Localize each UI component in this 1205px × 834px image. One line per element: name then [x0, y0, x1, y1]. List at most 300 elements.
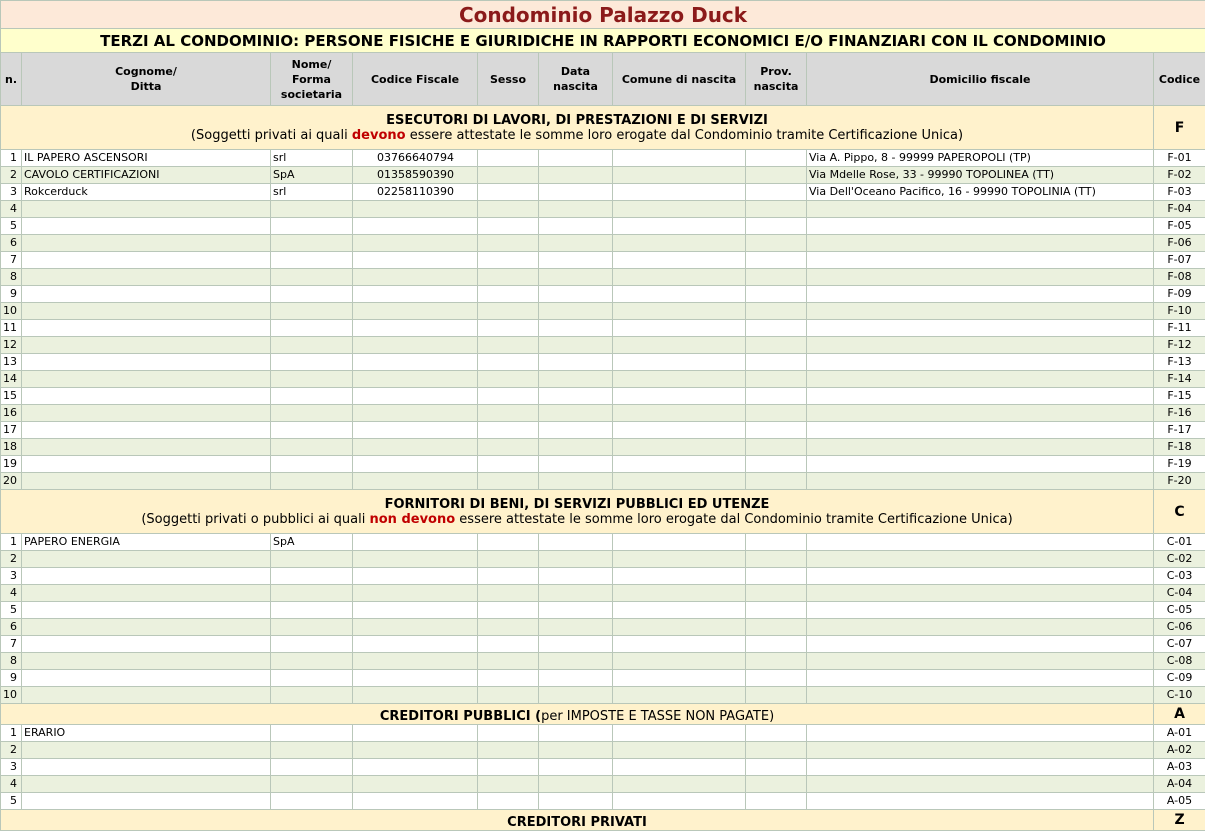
- cell-comune[interactable]: [613, 388, 746, 405]
- cell-data[interactable]: [539, 167, 613, 184]
- cell-cognome[interactable]: [22, 439, 271, 456]
- section-z-code[interactable]: Z: [1154, 810, 1205, 831]
- cell-prov[interactable]: [746, 687, 807, 704]
- cell-prov[interactable]: [746, 456, 807, 473]
- cell-sesso[interactable]: [478, 534, 539, 551]
- cell-cognome[interactable]: CAVOLO CERTIFICAZIONI: [22, 167, 271, 184]
- cell-codice[interactable]: C-10: [1154, 687, 1205, 704]
- cell-n[interactable]: 9: [1, 286, 22, 303]
- cell-prov[interactable]: [746, 167, 807, 184]
- cell-nome[interactable]: [271, 602, 353, 619]
- cell-codice[interactable]: C-06: [1154, 619, 1205, 636]
- cell-domicilio[interactable]: [807, 201, 1154, 218]
- cell-n[interactable]: 4: [1, 776, 22, 793]
- cell-cognome[interactable]: [22, 473, 271, 490]
- cell-n[interactable]: 20: [1, 473, 22, 490]
- cell-nome[interactable]: [271, 687, 353, 704]
- cell-data[interactable]: [539, 759, 613, 776]
- cell-domicilio[interactable]: [807, 793, 1154, 810]
- section-f-code[interactable]: F: [1154, 106, 1205, 150]
- cell-sesso[interactable]: [478, 636, 539, 653]
- section-c-title-cell[interactable]: [1, 490, 1154, 534]
- cell-comune[interactable]: [613, 167, 746, 184]
- section-f-title-cell[interactable]: [1, 106, 1154, 150]
- cell-cf[interactable]: [353, 653, 478, 670]
- cell-data[interactable]: [539, 422, 613, 439]
- cell-prov[interactable]: [746, 371, 807, 388]
- cell-sesso[interactable]: [478, 725, 539, 742]
- cell-data[interactable]: [539, 269, 613, 286]
- cell-domicilio[interactable]: Via Mdelle Rose, 33 - 99990 TOPOLINEA (TT): [807, 167, 1154, 184]
- cell-nome[interactable]: [271, 269, 353, 286]
- cell-prov[interactable]: [746, 551, 807, 568]
- cell-nome[interactable]: [271, 653, 353, 670]
- cell-nome[interactable]: [271, 371, 353, 388]
- cell-n[interactable]: 4: [1, 201, 22, 218]
- cell-codice[interactable]: C-04: [1154, 585, 1205, 602]
- cell-codice[interactable]: F-18: [1154, 439, 1205, 456]
- cell-domicilio[interactable]: [807, 619, 1154, 636]
- cell-nome[interactable]: [271, 473, 353, 490]
- cell-cf[interactable]: [353, 388, 478, 405]
- col-header-data-nascita[interactable]: Data nascita: [539, 53, 613, 106]
- cell-prov[interactable]: [746, 636, 807, 653]
- cell-cognome[interactable]: [22, 235, 271, 252]
- cell-cognome[interactable]: [22, 793, 271, 810]
- cell-codice[interactable]: F-09: [1154, 286, 1205, 303]
- cell-n[interactable]: 16: [1, 405, 22, 422]
- cell-comune[interactable]: [613, 687, 746, 704]
- cell-domicilio[interactable]: [807, 422, 1154, 439]
- cell-cognome[interactable]: [22, 354, 271, 371]
- cell-n[interactable]: 4: [1, 585, 22, 602]
- cell-sesso[interactable]: [478, 405, 539, 422]
- cell-n[interactable]: 6: [1, 619, 22, 636]
- cell-cognome[interactable]: [22, 636, 271, 653]
- cell-sesso[interactable]: [478, 167, 539, 184]
- cell-domicilio[interactable]: [807, 235, 1154, 252]
- cell-comune[interactable]: [613, 568, 746, 585]
- cell-nome[interactable]: [271, 320, 353, 337]
- cell-cognome[interactable]: [22, 337, 271, 354]
- cell-cognome[interactable]: [22, 388, 271, 405]
- cell-cf[interactable]: [353, 303, 478, 320]
- cell-codice[interactable]: F-02: [1154, 167, 1205, 184]
- cell-n[interactable]: 9: [1, 670, 22, 687]
- cell-data[interactable]: [539, 636, 613, 653]
- cell-cf[interactable]: [353, 636, 478, 653]
- cell-sesso[interactable]: [478, 742, 539, 759]
- cell-sesso[interactable]: [478, 286, 539, 303]
- cell-cf[interactable]: [353, 286, 478, 303]
- cell-data[interactable]: [539, 473, 613, 490]
- cell-codice[interactable]: A-02: [1154, 742, 1205, 759]
- cell-comune[interactable]: [613, 725, 746, 742]
- cell-cognome[interactable]: [22, 742, 271, 759]
- cell-n[interactable]: 19: [1, 456, 22, 473]
- cell-cognome[interactable]: [22, 286, 271, 303]
- cell-data[interactable]: [539, 320, 613, 337]
- cell-sesso[interactable]: [478, 670, 539, 687]
- cell-cf[interactable]: [353, 337, 478, 354]
- section-a-code[interactable]: A: [1154, 704, 1205, 725]
- cell-n[interactable]: 12: [1, 337, 22, 354]
- cell-n[interactable]: 7: [1, 636, 22, 653]
- cell-sesso[interactable]: [478, 793, 539, 810]
- cell-prov[interactable]: [746, 725, 807, 742]
- cell-data[interactable]: [539, 388, 613, 405]
- cell-cognome[interactable]: [22, 456, 271, 473]
- cell-domicilio[interactable]: [807, 568, 1154, 585]
- col-header-sesso[interactable]: Sesso: [478, 53, 539, 106]
- cell-n[interactable]: 15: [1, 388, 22, 405]
- col-header-cognome[interactable]: Cognome/ Ditta: [22, 53, 271, 106]
- cell-nome[interactable]: [271, 286, 353, 303]
- cell-cognome[interactable]: [22, 776, 271, 793]
- cell-sesso[interactable]: [478, 551, 539, 568]
- cell-domicilio[interactable]: [807, 371, 1154, 388]
- cell-cf[interactable]: [353, 405, 478, 422]
- cell-prov[interactable]: [746, 218, 807, 235]
- cell-nome[interactable]: [271, 551, 353, 568]
- cell-comune[interactable]: [613, 636, 746, 653]
- cell-cf[interactable]: [353, 201, 478, 218]
- cell-data[interactable]: [539, 793, 613, 810]
- cell-comune[interactable]: [613, 201, 746, 218]
- section-z-title-cell[interactable]: [1, 810, 1154, 831]
- cell-data[interactable]: [539, 456, 613, 473]
- cell-domicilio[interactable]: [807, 269, 1154, 286]
- cell-codice[interactable]: F-01: [1154, 150, 1205, 167]
- cell-domicilio[interactable]: [807, 405, 1154, 422]
- cell-prov[interactable]: [746, 269, 807, 286]
- col-header-nome[interactable]: Nome/ Forma societaria: [271, 53, 353, 106]
- cell-sesso[interactable]: [478, 653, 539, 670]
- cell-comune[interactable]: [613, 439, 746, 456]
- cell-comune[interactable]: [613, 585, 746, 602]
- cell-nome[interactable]: [271, 405, 353, 422]
- cell-nome[interactable]: [271, 568, 353, 585]
- cell-cognome[interactable]: [22, 653, 271, 670]
- cell-nome[interactable]: [271, 337, 353, 354]
- cell-n[interactable]: 14: [1, 371, 22, 388]
- cell-codice[interactable]: A-01: [1154, 725, 1205, 742]
- cell-nome[interactable]: [271, 619, 353, 636]
- cell-sesso[interactable]: [478, 201, 539, 218]
- cell-cognome[interactable]: [22, 619, 271, 636]
- cell-cf[interactable]: [353, 670, 478, 687]
- cell-data[interactable]: [539, 776, 613, 793]
- cell-domicilio[interactable]: [807, 320, 1154, 337]
- cell-n[interactable]: 10: [1, 687, 22, 704]
- cell-sesso[interactable]: [478, 388, 539, 405]
- cell-n[interactable]: 7: [1, 252, 22, 269]
- col-header-codice[interactable]: Codice: [1154, 53, 1205, 106]
- cell-cognome[interactable]: [22, 269, 271, 286]
- cell-nome[interactable]: [271, 759, 353, 776]
- cell-data[interactable]: [539, 551, 613, 568]
- cell-codice[interactable]: F-15: [1154, 388, 1205, 405]
- cell-comune[interactable]: [613, 218, 746, 235]
- section-c-code[interactable]: C: [1154, 490, 1205, 534]
- cell-codice[interactable]: A-04: [1154, 776, 1205, 793]
- cell-data[interactable]: [539, 150, 613, 167]
- cell-nome[interactable]: [271, 776, 353, 793]
- cell-domicilio[interactable]: [807, 439, 1154, 456]
- cell-cf[interactable]: [353, 534, 478, 551]
- cell-cf[interactable]: 01358590390: [353, 167, 478, 184]
- cell-cf[interactable]: [353, 269, 478, 286]
- cell-data[interactable]: [539, 619, 613, 636]
- cell-codice[interactable]: F-08: [1154, 269, 1205, 286]
- cell-domicilio[interactable]: [807, 551, 1154, 568]
- cell-cf[interactable]: [353, 456, 478, 473]
- cell-sesso[interactable]: [478, 150, 539, 167]
- cell-data[interactable]: [539, 252, 613, 269]
- cell-prov[interactable]: [746, 670, 807, 687]
- cell-prov[interactable]: [746, 776, 807, 793]
- cell-nome[interactable]: srl: [271, 184, 353, 201]
- cell-domicilio[interactable]: [807, 687, 1154, 704]
- cell-prov[interactable]: [746, 585, 807, 602]
- cell-data[interactable]: [539, 286, 613, 303]
- cell-sesso[interactable]: [478, 759, 539, 776]
- cell-domicilio[interactable]: Via Dell'Oceano Pacifico, 16 - 99990 TOPOLINIA (TT): [807, 184, 1154, 201]
- cell-prov[interactable]: [746, 150, 807, 167]
- cell-sesso[interactable]: [478, 456, 539, 473]
- cell-sesso[interactable]: [478, 687, 539, 704]
- cell-prov[interactable]: [746, 439, 807, 456]
- cell-n[interactable]: 17: [1, 422, 22, 439]
- cell-comune[interactable]: [613, 742, 746, 759]
- cell-codice[interactable]: F-07: [1154, 252, 1205, 269]
- cell-codice[interactable]: C-03: [1154, 568, 1205, 585]
- cell-prov[interactable]: [746, 534, 807, 551]
- cell-cognome[interactable]: [22, 585, 271, 602]
- cell-cf[interactable]: [353, 235, 478, 252]
- cell-comune[interactable]: [613, 602, 746, 619]
- cell-data[interactable]: [539, 235, 613, 252]
- cell-comune[interactable]: [613, 235, 746, 252]
- cell-data[interactable]: [539, 303, 613, 320]
- cell-comune[interactable]: [613, 320, 746, 337]
- cell-cognome[interactable]: IL PAPERO ASCENSORI: [22, 150, 271, 167]
- cell-comune[interactable]: [613, 184, 746, 201]
- cell-n[interactable]: 1: [1, 150, 22, 167]
- cell-prov[interactable]: [746, 568, 807, 585]
- cell-prov[interactable]: [746, 653, 807, 670]
- cell-sesso[interactable]: [478, 337, 539, 354]
- cell-sesso[interactable]: [478, 354, 539, 371]
- cell-cf[interactable]: [353, 320, 478, 337]
- cell-n[interactable]: 5: [1, 602, 22, 619]
- cell-n[interactable]: 5: [1, 218, 22, 235]
- cell-codice[interactable]: F-10: [1154, 303, 1205, 320]
- cell-cf[interactable]: [353, 252, 478, 269]
- cell-n[interactable]: 8: [1, 269, 22, 286]
- cell-cognome[interactable]: [22, 670, 271, 687]
- cell-prov[interactable]: [746, 619, 807, 636]
- cell-sesso[interactable]: [478, 422, 539, 439]
- cell-prov[interactable]: [746, 742, 807, 759]
- cell-prov[interactable]: [746, 602, 807, 619]
- cell-codice[interactable]: F-12: [1154, 337, 1205, 354]
- cell-domicilio[interactable]: [807, 653, 1154, 670]
- cell-nome[interactable]: [271, 793, 353, 810]
- cell-codice[interactable]: F-14: [1154, 371, 1205, 388]
- cell-domicilio[interactable]: [807, 742, 1154, 759]
- cell-domicilio[interactable]: [807, 388, 1154, 405]
- cell-codice[interactable]: F-17: [1154, 422, 1205, 439]
- cell-codice[interactable]: A-05: [1154, 793, 1205, 810]
- cell-domicilio[interactable]: [807, 585, 1154, 602]
- cell-domicilio[interactable]: [807, 303, 1154, 320]
- cell-data[interactable]: [539, 371, 613, 388]
- cell-domicilio[interactable]: [807, 354, 1154, 371]
- cell-codice[interactable]: F-19: [1154, 456, 1205, 473]
- cell-n[interactable]: 11: [1, 320, 22, 337]
- cell-domicilio[interactable]: [807, 759, 1154, 776]
- cell-cf[interactable]: [353, 725, 478, 742]
- cell-cognome[interactable]: [22, 759, 271, 776]
- cell-cf[interactable]: 03766640794: [353, 150, 478, 167]
- cell-cognome[interactable]: PAPERO ENERGIA: [22, 534, 271, 551]
- cell-comune[interactable]: [613, 337, 746, 354]
- cell-nome[interactable]: [271, 388, 353, 405]
- cell-sesso[interactable]: [478, 602, 539, 619]
- cell-cf[interactable]: [353, 439, 478, 456]
- cell-codice[interactable]: F-05: [1154, 218, 1205, 235]
- cell-cognome[interactable]: ERARIO: [22, 725, 271, 742]
- cell-cf[interactable]: [353, 422, 478, 439]
- cell-cf[interactable]: [353, 793, 478, 810]
- cell-cf[interactable]: [353, 473, 478, 490]
- cell-data[interactable]: [539, 337, 613, 354]
- cell-cf[interactable]: [353, 585, 478, 602]
- cell-codice[interactable]: F-11: [1154, 320, 1205, 337]
- cell-cf[interactable]: [353, 619, 478, 636]
- cell-data[interactable]: [539, 218, 613, 235]
- cell-comune[interactable]: [613, 670, 746, 687]
- cell-data[interactable]: [539, 405, 613, 422]
- cell-prov[interactable]: [746, 235, 807, 252]
- cell-data[interactable]: [539, 742, 613, 759]
- cell-nome[interactable]: [271, 354, 353, 371]
- cell-comune[interactable]: [613, 303, 746, 320]
- cell-codice[interactable]: C-09: [1154, 670, 1205, 687]
- cell-comune[interactable]: [613, 371, 746, 388]
- cell-codice[interactable]: C-08: [1154, 653, 1205, 670]
- cell-cf[interactable]: [353, 218, 478, 235]
- cell-domicilio[interactable]: [807, 218, 1154, 235]
- cell-nome[interactable]: srl: [271, 150, 353, 167]
- cell-comune[interactable]: [613, 269, 746, 286]
- cell-sesso[interactable]: [478, 371, 539, 388]
- cell-cf[interactable]: [353, 568, 478, 585]
- cell-prov[interactable]: [746, 473, 807, 490]
- cell-n[interactable]: 1: [1, 725, 22, 742]
- cell-cognome[interactable]: [22, 422, 271, 439]
- cell-nome[interactable]: [271, 218, 353, 235]
- cell-domicilio[interactable]: [807, 456, 1154, 473]
- cell-cognome[interactable]: [22, 371, 271, 388]
- cell-codice[interactable]: C-07: [1154, 636, 1205, 653]
- cell-cognome[interactable]: [22, 218, 271, 235]
- cell-data[interactable]: [539, 184, 613, 201]
- col-header-codice-fiscale[interactable]: Codice Fiscale: [353, 53, 478, 106]
- cell-comune[interactable]: [613, 551, 746, 568]
- cell-nome[interactable]: [271, 201, 353, 218]
- cell-cf[interactable]: [353, 687, 478, 704]
- cell-nome[interactable]: [271, 456, 353, 473]
- cell-data[interactable]: [539, 602, 613, 619]
- cell-domicilio[interactable]: [807, 725, 1154, 742]
- cell-sesso[interactable]: [478, 218, 539, 235]
- cell-cognome[interactable]: [22, 602, 271, 619]
- section-a-title-cell[interactable]: [1, 704, 1154, 725]
- cell-prov[interactable]: [746, 286, 807, 303]
- col-header-prov-nascita[interactable]: Prov. nascita: [746, 53, 807, 106]
- cell-data[interactable]: [539, 354, 613, 371]
- cell-sesso[interactable]: [478, 473, 539, 490]
- cell-n[interactable]: 2: [1, 167, 22, 184]
- cell-n[interactable]: 5: [1, 793, 22, 810]
- cell-n[interactable]: 2: [1, 742, 22, 759]
- cell-prov[interactable]: [746, 759, 807, 776]
- cell-cognome[interactable]: [22, 201, 271, 218]
- cell-prov[interactable]: [746, 303, 807, 320]
- cell-codice[interactable]: C-01: [1154, 534, 1205, 551]
- cell-data[interactable]: [539, 653, 613, 670]
- cell-nome[interactable]: [271, 235, 353, 252]
- cell-prov[interactable]: [746, 405, 807, 422]
- cell-n[interactable]: 3: [1, 568, 22, 585]
- cell-prov[interactable]: [746, 201, 807, 218]
- cell-codice[interactable]: F-13: [1154, 354, 1205, 371]
- cell-nome[interactable]: SpA: [271, 534, 353, 551]
- cell-domicilio[interactable]: [807, 636, 1154, 653]
- col-header-comune-nascita[interactable]: Comune di nascita: [613, 53, 746, 106]
- cell-data[interactable]: [539, 201, 613, 218]
- col-header-n[interactable]: n.: [1, 53, 22, 106]
- sheet-subtitle[interactable]: TERZI AL CONDOMINIO: PERSONE FISICHE E GIURIDICHE IN RAPPORTI ECONOMICI E/O FINANZIARI CON IL CONDOMINIO: [1, 29, 1205, 53]
- cell-cf[interactable]: [353, 759, 478, 776]
- cell-comune[interactable]: [613, 619, 746, 636]
- cell-n[interactable]: 6: [1, 235, 22, 252]
- cell-sesso[interactable]: [478, 269, 539, 286]
- cell-cf[interactable]: [353, 742, 478, 759]
- cell-n[interactable]: 1: [1, 534, 22, 551]
- cell-cf[interactable]: [353, 776, 478, 793]
- cell-n[interactable]: 10: [1, 303, 22, 320]
- cell-comune[interactable]: [613, 150, 746, 167]
- cell-nome[interactable]: [271, 585, 353, 602]
- cell-sesso[interactable]: [478, 252, 539, 269]
- cell-sesso[interactable]: [478, 776, 539, 793]
- cell-domicilio[interactable]: [807, 602, 1154, 619]
- cell-nome[interactable]: [271, 303, 353, 320]
- cell-cf[interactable]: [353, 354, 478, 371]
- cell-cognome[interactable]: [22, 405, 271, 422]
- cell-cf[interactable]: 02258110390: [353, 184, 478, 201]
- col-header-domicilio[interactable]: Domicilio fiscale: [807, 53, 1154, 106]
- cell-comune[interactable]: [613, 354, 746, 371]
- cell-sesso[interactable]: [478, 585, 539, 602]
- cell-domicilio[interactable]: [807, 776, 1154, 793]
- cell-comune[interactable]: [613, 653, 746, 670]
- cell-n[interactable]: 13: [1, 354, 22, 371]
- cell-n[interactable]: 3: [1, 759, 22, 776]
